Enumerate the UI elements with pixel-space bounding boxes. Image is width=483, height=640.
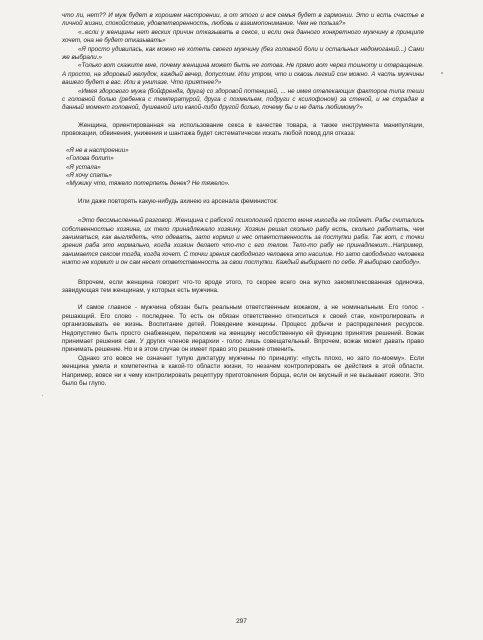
list-item: «Мужику что, тяжело потерпеть денек? Не тяжело».: [66, 180, 230, 188]
body-paragraph: И самое главное - мужчина обязан быть реальным ответственным вожаком, а не номинальным. Его голос - решающий. Его слово - последнее. То есть он обязан ответственно относиться к своей стае, контролировать и организовывать ее жизнь. Воспитание детей. Поведение женщины. Процесс добычи и распределения ресурсов. Недопустимо быть просто снабженцем, переложив на женщину несобственную ей функцию принятия решений. Вожак принимает решения сам. У других членов иерархии - голос лишь совещательный. Впрочем, вожак может давать право принимать решение. Но и в этом случае он имеет право это решение отменить.: [62, 304, 424, 354]
body-paragraph: Однако это вовсе не означает тупую диктатуру мужчины по принципу: «пусть плохо, но зато по-моему». Если женщина умела и компетентна в какой-то области жизни, то незачем контролировать ее действия в этой области. Например, вовсе ни к чему контролировать рецептуру приготовления борща, если он вкусный и не вызывает изжоги. Это было бы глупо.: [62, 354, 424, 388]
body-paragraph: Впрочем, если женщина говорит что-то вроде этого, то скорее всего она жутко закомплексованная одиночка, завидующая тем женщинам, у которых есть мужчина.: [62, 278, 424, 294]
page-number: 297: [236, 618, 247, 625]
body-paragraph: Женщина, ориентированная на использование секса в качестве товара, а также инструмента манипуляции, провокации, обвинения, унижения и шантажа будет систематически искать любой повод для отказа:: [62, 121, 424, 138]
quote-paragraph: «Только вот скажите мне, почему женщина может быть не готова. Не прямо вот через тошноту и отвращение. А просто, на здоровый желудок, каждый вечер, допустим. Или утром, что и сквозь легкий сон можно. А часть мужчины вашего будет в вас. Или в унитазе. Что приятнее?»: [62, 62, 424, 87]
scan-speck: [441, 72, 443, 74]
quote-paragraph: что ли, нет?? И муж будет в хорошем настроении, а от этого и вся семья будет в гармонии. Это и есть счастье в личной жизни, спокойствие, удовлетворенность, любовь и взаимопонимание. Чем не польза?»: [62, 12, 424, 28]
list-item: «Голова болит»: [66, 155, 114, 163]
feminist-quote: «Это бессмысленный разговор. Женщина с рабской психологией просто меня никогда не поймет. Рабы считались собственностью хозяина, их тело принадлежало хозяину. Хозяин решал сколько рабу есть, сколько работать, чем заниматься, как выглядеть, что одевать, зато кормил и нес ответственность за поступки раба. Так вот, с точки зрения раба это нормально, когда хозяин делает что-то с его телом. Тело-то рабу не принадлежит...Например, занимается сексом тогда, когда хочет. С точки зрения свободного человека это насилие. Но зато свободного человека никто не кормит и он сам несет ответственность за свои поступки. Каждый выбирает по себе. Я выбираю свободу».: [62, 217, 424, 267]
scan-speck: [42, 395, 43, 396]
quote-paragraph: «Я просто удивилась, как можно не хотеть своего мужчину (без головной боли и остальных недомоганий...) Сами же выбрали.»: [62, 45, 424, 62]
body-paragraph: Или даже повторять какую-нибудь ахинею из арсенала феминисток:: [78, 197, 278, 205]
page-content: [62, 12, 424, 388]
list-item: «Я устала»: [66, 163, 101, 171]
quote-paragraph: «Имея здорового мужа (бойфренда, друга) со здоровой потенцией, ... не имея отвлекающих факторов типа теши с головной болью (ребенка с температурой, друга с похмельем, подруги с ксилофоном) за стеной, и не страдая в данный момент головной, душевной или какой-либо другой болью, почему бы и не дать любимому?»: [62, 87, 424, 112]
list-item: «Я хочу спать»: [66, 171, 112, 179]
quote-paragraph: «..если у женщины нет веских причин отказывать в сексе, и если она данного конкретного мужчину в принципе хочет, она не будет отказывать»: [62, 28, 424, 45]
excuse-list: [62, 147, 424, 189]
list-item: «Я не в настроении»: [66, 146, 129, 154]
